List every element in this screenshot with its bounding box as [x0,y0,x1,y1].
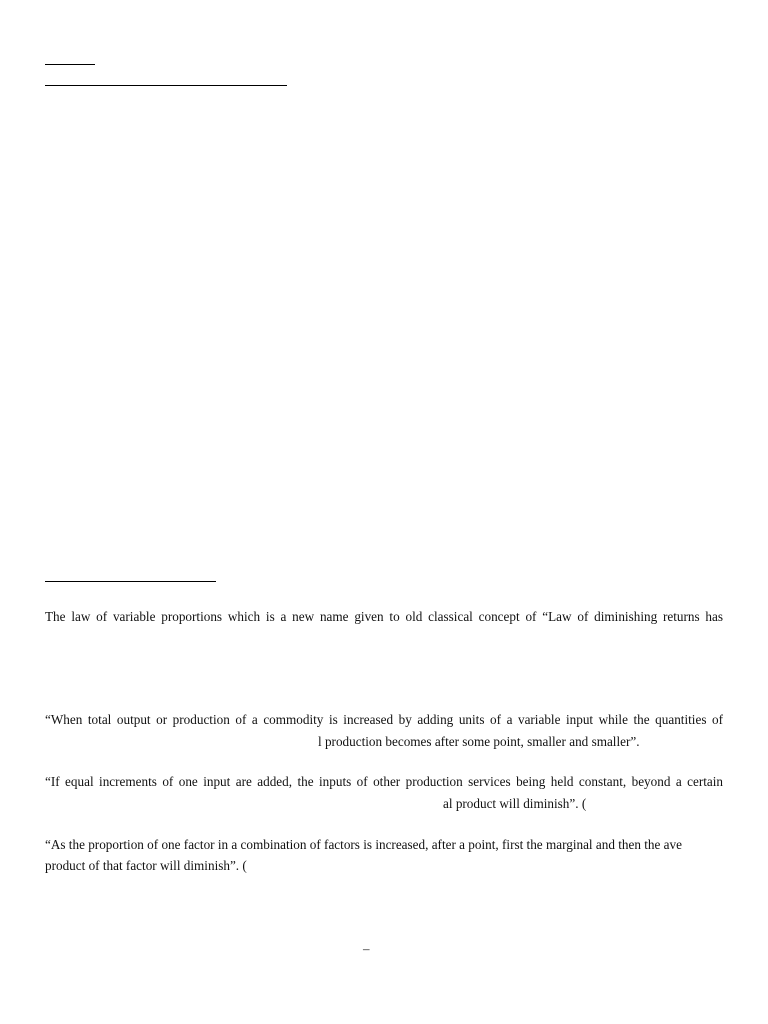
quote-2-line-1: “If equal increments of one input are added, the inputs of other production services being held constant, beyond a certain [45,774,723,789]
section-heading-rule [45,581,216,582]
quote-1-line-2: l production becomes after some point, smaller and smaller”. [318,734,640,749]
quote-1-line-1: “When total output or production of a commodity is increased by adding units of a variable input while the quantities of [45,712,723,727]
header-rule-long [45,85,287,86]
page-number-marker: – [363,941,370,956]
header-rule-short [45,64,95,65]
quote-2-line-2: al product will diminish”. ( [443,796,587,811]
section-intro-text: The law of variable proportions which is a new name given to old classical concept of “Law of diminishing returns has [45,609,723,624]
quote-3-line-2: product of that factor will diminish”. ( [45,858,247,873]
quote-3-line-1: “As the proportion of one factor in a combination of factors is increased, after a point, first the marginal and then the ave [45,837,682,852]
